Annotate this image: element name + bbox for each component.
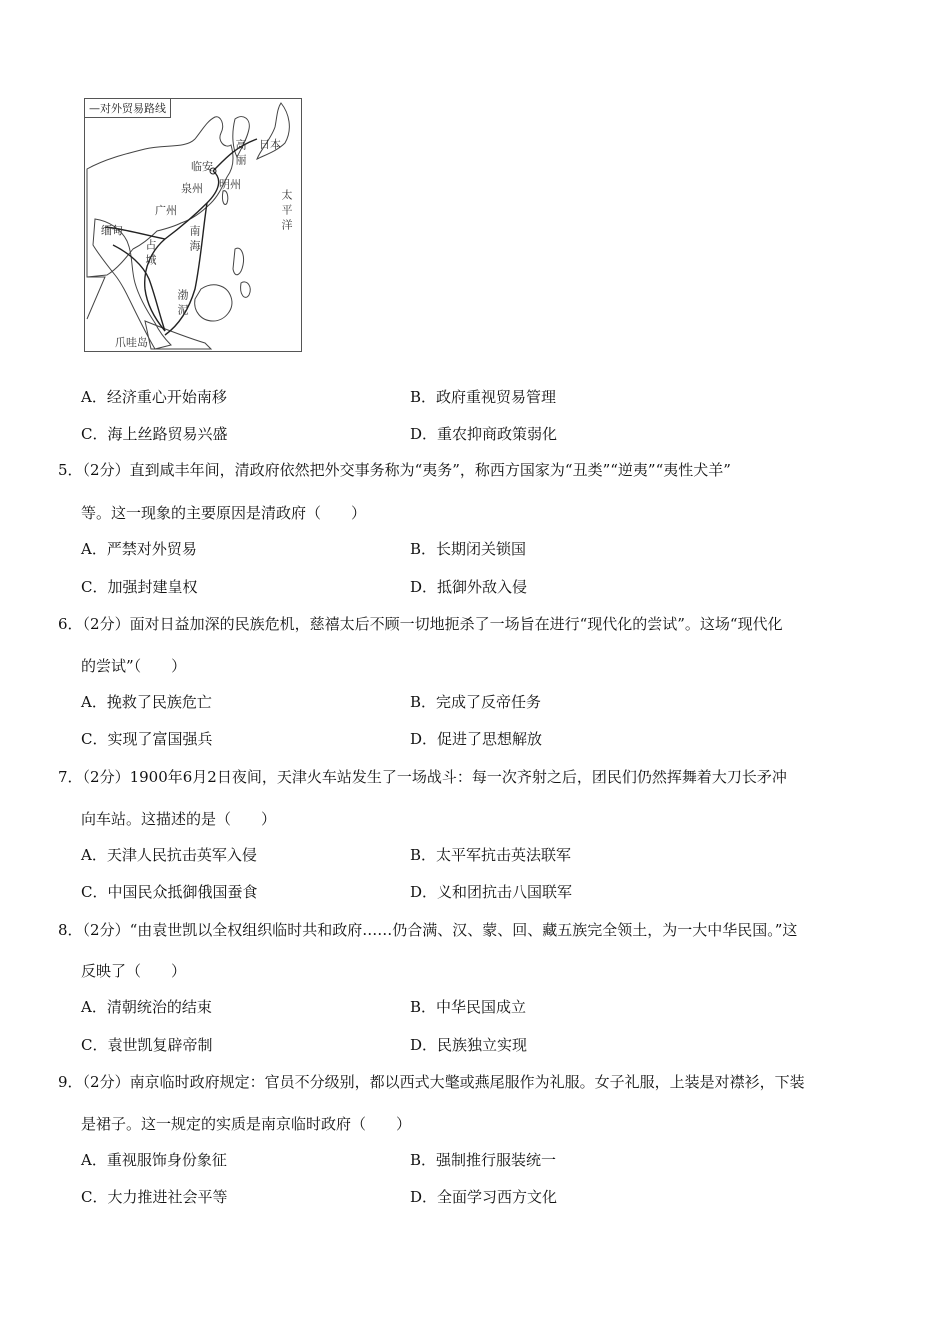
map-label-nanhai: 南海 bbox=[188, 225, 201, 255]
q7-option-a[interactable]: A．天津人民抗击英军入侵 bbox=[81, 846, 257, 864]
q5-option-c[interactable]: C．加强封建皇权 bbox=[81, 578, 198, 596]
q6-option-b[interactable]: B．完成了反帝任务 bbox=[410, 693, 542, 711]
q6-option-c[interactable]: C．实现了富国强兵 bbox=[81, 730, 213, 748]
q7-stem-line2: 向车站。这描述的是（ ） bbox=[81, 810, 277, 828]
q8-option-c[interactable]: C．袁世凯复辟帝制 bbox=[81, 1036, 213, 1054]
q8-option-b[interactable]: B．中华民国成立 bbox=[410, 998, 527, 1016]
map-label-gaoli: 高丽 bbox=[234, 139, 247, 169]
map-label-boni: 渤泥 bbox=[176, 289, 189, 319]
q5-stem-line1: 5．（2分）直到咸丰年间，清政府依然把外交事务称为“夷务”，称西方国家为“丑类”“逆夷”“夷性犬羊” bbox=[58, 461, 731, 479]
q4-option-b[interactable]: B．政府重视贸易管理 bbox=[410, 388, 557, 406]
q4-option-a[interactable]: A．经济重心开始南移 bbox=[81, 388, 227, 406]
q5-stem-line2: 等。这一现象的主要原因是清政府（ ） bbox=[81, 504, 367, 522]
q4-option-d[interactable]: D．重农抑商政策弱化 bbox=[410, 425, 558, 443]
q4-option-c[interactable]: C．海上丝路贸易兴盛 bbox=[81, 425, 228, 443]
map-label-zhancheng: 占城 bbox=[144, 239, 157, 269]
q9-stem-line2: 是裙子。这一规定的实质是南京临时政府（ ） bbox=[81, 1115, 412, 1133]
q5-option-b[interactable]: B．长期闭关锁国 bbox=[410, 540, 527, 558]
q9-option-d[interactable]: D．全面学习西方文化 bbox=[410, 1188, 558, 1206]
map-label-quanzhou: 泉州 bbox=[181, 182, 203, 195]
q9-option-c[interactable]: C．大力推进社会平等 bbox=[81, 1188, 228, 1206]
trade-route-map bbox=[84, 98, 302, 352]
q6-option-d[interactable]: D．促进了思想解放 bbox=[410, 730, 543, 748]
q8-stem-line1: 8．（2分）“由袁世凯以全权组织临时共和政府……仍合满、汉、蒙、回、藏五族完全领土，为一大中华民国。”这 bbox=[58, 921, 798, 939]
q6-stem-line2: 的尝试”（ ） bbox=[81, 657, 187, 675]
q7-option-b[interactable]: B．太平军抗击英法联军 bbox=[410, 846, 572, 864]
map-legend: —对外贸易路线 bbox=[85, 99, 171, 118]
map-label-mingzhou: 明州 bbox=[219, 178, 241, 191]
map-label-linan: 临安 bbox=[191, 160, 213, 173]
q7-stem-line1: 7．（2分）1900年6月2日夜间，天津火车站发生了一场战斗：每一次齐射之后，团民们仍然挥舞着大刀长矛冲 bbox=[58, 768, 787, 786]
map-label-guangzhou: 广州 bbox=[155, 204, 177, 217]
q6-option-a[interactable]: A．挽救了民族危亡 bbox=[81, 693, 212, 711]
q5-option-a[interactable]: A．严禁对外贸易 bbox=[81, 540, 197, 558]
q9-option-b[interactable]: B．强制推行服装统一 bbox=[410, 1151, 557, 1169]
map-label-miandian: 缅甸 bbox=[101, 224, 123, 237]
q9-stem-line1: 9．（2分）南京临时政府规定：官员不分级别，都以西式大氅或燕尾服作为礼服。女子礼服，上装是对襟衫，下装 bbox=[58, 1073, 805, 1091]
map-label-taipingyang: 太平洋 bbox=[280, 189, 293, 234]
map-label-zhaowa: 爪哇岛 bbox=[115, 336, 148, 349]
q6-stem-line1: 6．（2分）面对日益加深的民族危机，慈禧太后不顾一切地扼杀了一场旨在进行“现代化的尝试”。这场“现代化 bbox=[58, 615, 783, 633]
q9-option-a[interactable]: A．重视服饰身份象征 bbox=[81, 1151, 227, 1169]
q8-option-d[interactable]: D．民族独立实现 bbox=[410, 1036, 528, 1054]
q5-option-d[interactable]: D．抵御外敌入侵 bbox=[410, 578, 528, 596]
map-label-riben: 日本 bbox=[259, 138, 281, 151]
q8-option-a[interactable]: A．清朝统治的结束 bbox=[81, 998, 212, 1016]
q7-option-c[interactable]: C．中国民众抵御俄国蚕食 bbox=[81, 883, 258, 901]
q8-stem-line2: 反映了（ ） bbox=[81, 962, 187, 980]
q7-option-d[interactable]: D．义和团抗击八国联军 bbox=[410, 883, 573, 901]
